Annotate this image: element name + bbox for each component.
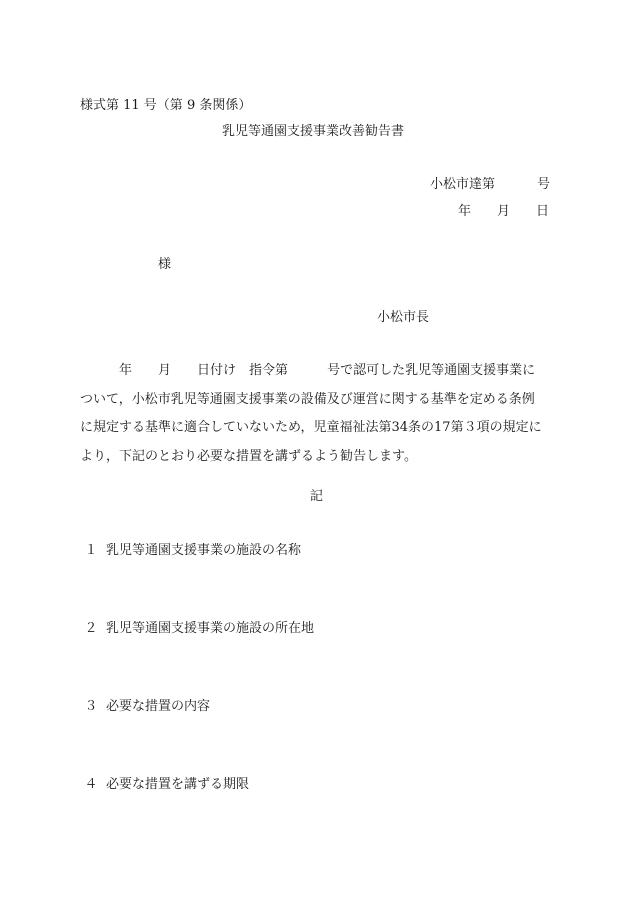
document-title: 乳児等通園支援事業改善勧告書	[222, 124, 405, 139]
body-line: より，下記のとおり必要な措置を講ずるよう勧告します。	[80, 448, 417, 464]
list-item	[80, 777, 249, 793]
item-number: ４	[84, 777, 98, 792]
body-line: に規定する基準に適合していないため，児童福祉法第34条の17第３項の規定に	[80, 420, 542, 435]
list-item	[80, 621, 314, 637]
item-label: 乳児等通園支援事業の施設の所在地	[106, 621, 315, 636]
item-label: 必要な措置の内容	[106, 699, 211, 714]
body-line	[80, 357, 560, 386]
item-number: ３	[84, 699, 98, 714]
date-year: 年	[458, 204, 472, 219]
list-item	[80, 699, 210, 715]
item-label: 乳児等通園支援事業の施設の名称	[106, 543, 302, 558]
form-number: 様式第 11 号（第 9 条関係）	[80, 98, 252, 113]
opening-day: 日付け	[197, 363, 237, 378]
date-month: 月	[497, 204, 511, 219]
note-heading: 記	[310, 489, 324, 504]
document-number-suffix: 号	[537, 177, 551, 192]
document-number	[430, 177, 550, 193]
body-paragraph	[80, 357, 560, 471]
item-number: １	[84, 543, 98, 558]
opening-year: 年	[119, 363, 133, 378]
list-item	[80, 543, 301, 559]
body-line: ついて，小松市乳児等通園支援事業の設備及び運営に関する基準を定める条例	[80, 391, 535, 407]
date-day: 日	[536, 204, 550, 219]
directive-label: 指令第	[249, 363, 289, 378]
item-label: 必要な措置を講ずる期限	[106, 777, 250, 792]
issue-date	[458, 204, 549, 220]
addressee-suffix: 様	[158, 257, 172, 272]
sender: 小松市長	[377, 310, 430, 325]
item-number: ２	[84, 621, 98, 636]
opening-month: 月	[158, 363, 172, 378]
document-number-prefix: 小松市達第	[430, 177, 496, 192]
body-line-rest: 号で認可した乳児等通園支援事業に	[327, 363, 536, 378]
